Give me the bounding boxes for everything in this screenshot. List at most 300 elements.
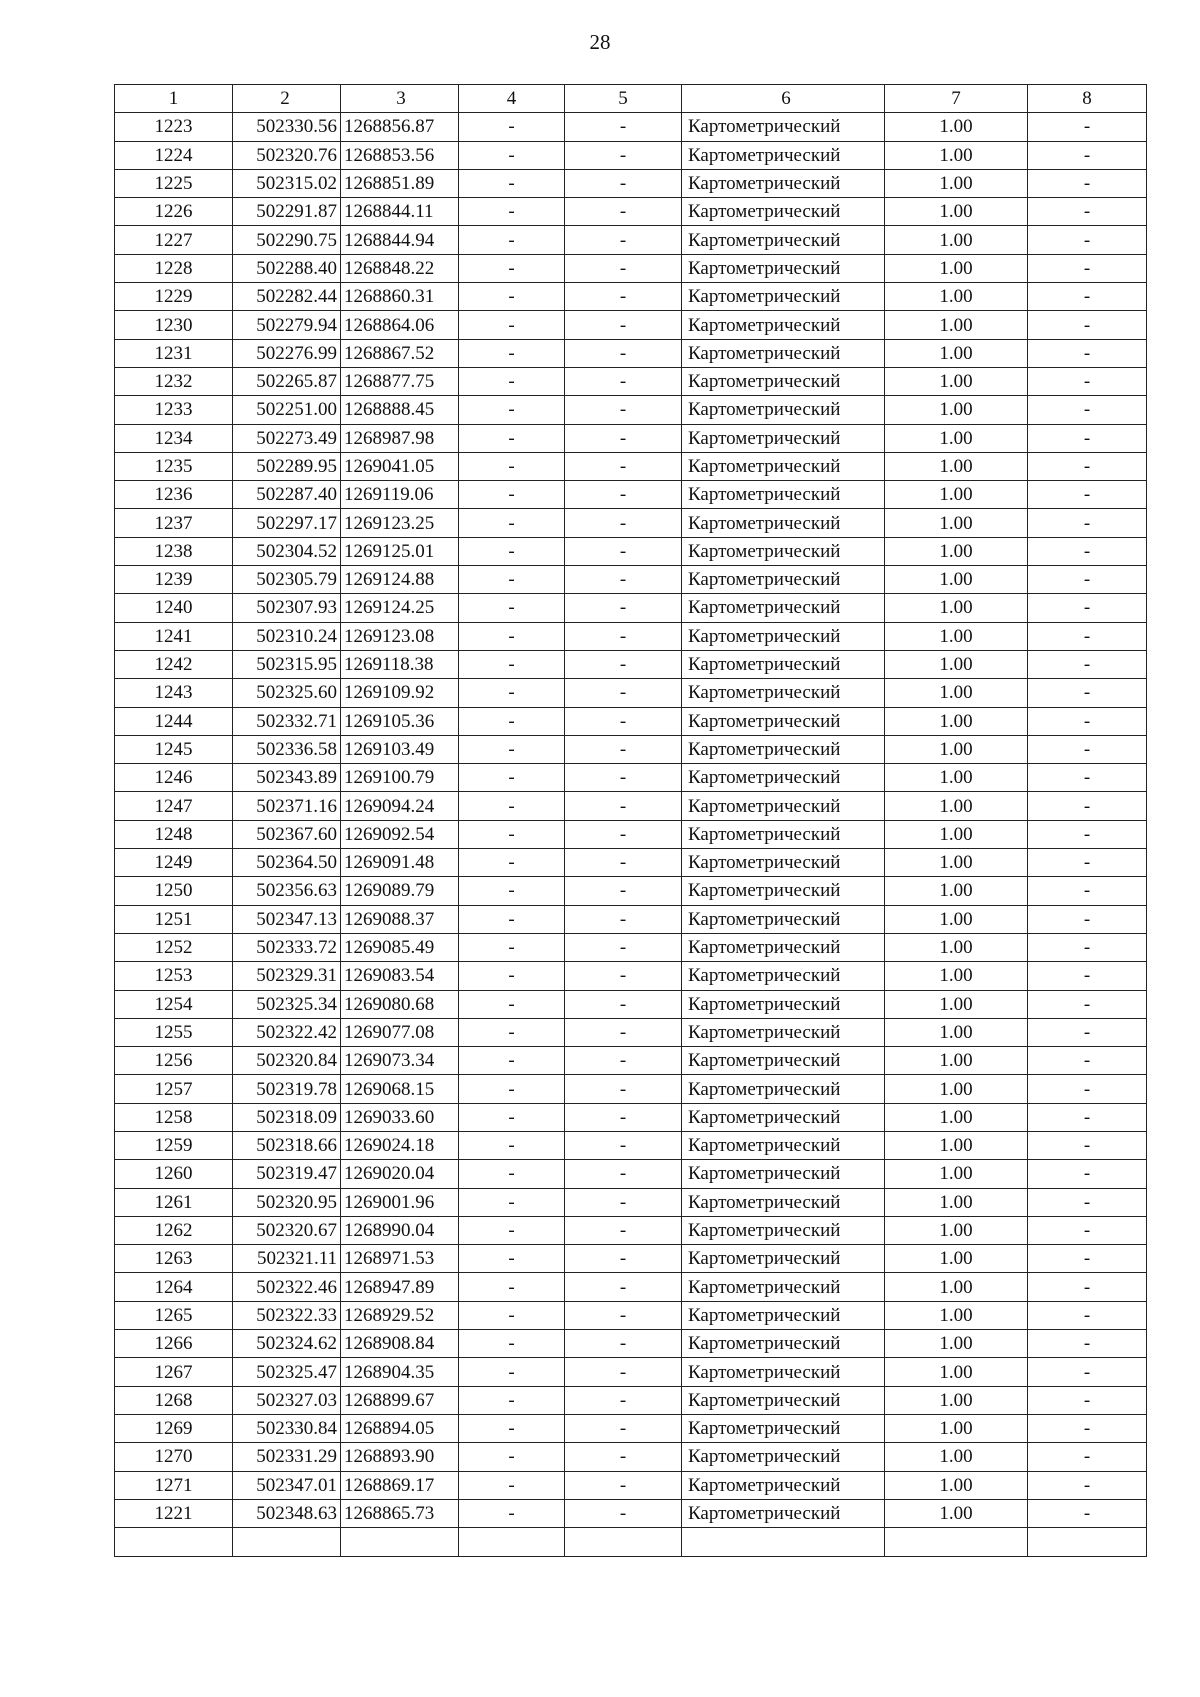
table-cell: 1269085.49 <box>341 933 459 961</box>
table-cell: Картометрический <box>682 1358 885 1386</box>
table-cell: Картометрический <box>682 679 885 707</box>
table-cell: 1268947.89 <box>341 1273 459 1301</box>
table-cell: 1269080.68 <box>341 990 459 1018</box>
column-header-8: 8 <box>1028 85 1147 113</box>
table-cell: 1.00 <box>885 396 1028 424</box>
table-cell: - <box>459 1499 565 1527</box>
table-cell: - <box>565 226 682 254</box>
table-cell: - <box>459 1273 565 1301</box>
table-cell: - <box>459 481 565 509</box>
column-header-4: 4 <box>459 85 565 113</box>
table-cell: - <box>1028 1047 1147 1075</box>
table-cell: 1247 <box>115 792 233 820</box>
table-cell: 1269125.01 <box>341 537 459 565</box>
table-cell: - <box>1028 169 1147 197</box>
table-cell: - <box>565 1131 682 1159</box>
column-header-6: 6 <box>682 85 885 113</box>
table-cell: Картометрический <box>682 707 885 735</box>
table-cell: 1243 <box>115 679 233 707</box>
table-cell: 1268908.84 <box>341 1330 459 1358</box>
table-cell: Картометрический <box>682 650 885 678</box>
table-cell: 502320.95 <box>233 1188 341 1216</box>
table-cell: - <box>565 424 682 452</box>
table-cell: - <box>1028 254 1147 282</box>
table-cell: - <box>459 1160 565 1188</box>
table-cell: Картометрический <box>682 198 885 226</box>
table-row <box>115 169 1147 197</box>
table-cell: - <box>459 339 565 367</box>
table-cell: - <box>1028 679 1147 707</box>
table-cell: 502319.47 <box>233 1160 341 1188</box>
table-row <box>115 254 1147 282</box>
table-row <box>115 1499 1147 1527</box>
table-cell: 1.00 <box>885 1330 1028 1358</box>
empty-cell <box>565 1528 682 1557</box>
table-cell: Картометрический <box>682 962 885 990</box>
table-cell: - <box>459 254 565 282</box>
table-cell: 1240 <box>115 594 233 622</box>
table-cell: 1.00 <box>885 339 1028 367</box>
table-cell: - <box>1028 1358 1147 1386</box>
table-row <box>115 1075 1147 1103</box>
table-cell: Картометрический <box>682 1443 885 1471</box>
table-cell: - <box>1028 283 1147 311</box>
table-cell: 502291.87 <box>233 198 341 226</box>
table-row <box>115 1188 1147 1216</box>
table-cell: - <box>459 933 565 961</box>
table-cell: - <box>459 566 565 594</box>
table-cell: - <box>459 707 565 735</box>
empty-table-row <box>115 1528 1147 1557</box>
table-cell: 502336.58 <box>233 735 341 763</box>
table-cell: 1257 <box>115 1075 233 1103</box>
table-cell: 1268860.31 <box>341 283 459 311</box>
table-cell: Картометрический <box>682 1471 885 1499</box>
table-cell: - <box>1028 367 1147 395</box>
column-header-1: 1 <box>115 85 233 113</box>
page-number: 28 <box>589 30 611 54</box>
table-cell: - <box>1028 933 1147 961</box>
table-cell: 1225 <box>115 169 233 197</box>
table-cell: 1266 <box>115 1330 233 1358</box>
table-cell: Картометрический <box>682 367 885 395</box>
table-row <box>115 113 1147 141</box>
table-cell: 1.00 <box>885 1471 1028 1499</box>
table-cell: - <box>1028 1414 1147 1442</box>
table-row <box>115 792 1147 820</box>
table-cell: Картометрический <box>682 424 885 452</box>
table-cell: 1.00 <box>885 1131 1028 1159</box>
table-cell: Картометрический <box>682 1160 885 1188</box>
table-row <box>115 481 1147 509</box>
table-cell: Картометрический <box>682 452 885 480</box>
table-cell: 1269 <box>115 1414 233 1442</box>
table-cell: 1269073.34 <box>341 1047 459 1075</box>
table-cell: - <box>565 537 682 565</box>
table-row <box>115 1358 1147 1386</box>
table-row <box>115 650 1147 678</box>
table-cell: - <box>1028 1443 1147 1471</box>
table-cell: 502321.11 <box>233 1245 341 1273</box>
table-cell: 502318.66 <box>233 1131 341 1159</box>
table-cell: - <box>459 1358 565 1386</box>
table-cell: - <box>1028 1160 1147 1188</box>
table-row <box>115 339 1147 367</box>
table-cell: - <box>459 424 565 452</box>
table-cell: Картометрический <box>682 1301 885 1329</box>
table-cell: 502331.29 <box>233 1443 341 1471</box>
table-cell: - <box>1028 311 1147 339</box>
table-cell: 1248 <box>115 820 233 848</box>
table-row <box>115 962 1147 990</box>
table-cell: 1268990.04 <box>341 1216 459 1244</box>
table-cell: - <box>1028 1471 1147 1499</box>
table-cell: - <box>1028 622 1147 650</box>
table-cell: 502329.31 <box>233 962 341 990</box>
table-cell: 1269089.79 <box>341 877 459 905</box>
table-cell: Картометрический <box>682 1188 885 1216</box>
table-cell: 1268 <box>115 1386 233 1414</box>
table-cell: - <box>1028 1330 1147 1358</box>
table-cell: Картометрический <box>682 1386 885 1414</box>
table-cell: 1.00 <box>885 566 1028 594</box>
table-row <box>115 1047 1147 1075</box>
table-cell: 502364.50 <box>233 849 341 877</box>
table-cell: 1.00 <box>885 877 1028 905</box>
table-cell: - <box>459 198 565 226</box>
table-cell: 1245 <box>115 735 233 763</box>
table-cell: 502330.84 <box>233 1414 341 1442</box>
table-cell: - <box>459 452 565 480</box>
table-cell: 1258 <box>115 1103 233 1131</box>
table-cell: 1227 <box>115 226 233 254</box>
table-cell: 1.00 <box>885 1414 1028 1442</box>
table-cell: 1.00 <box>885 1499 1028 1527</box>
table-cell: 1.00 <box>885 820 1028 848</box>
table-cell: - <box>1028 396 1147 424</box>
table-cell: - <box>565 962 682 990</box>
table-cell: 1241 <box>115 622 233 650</box>
table-cell: Картометрический <box>682 396 885 424</box>
table-cell: - <box>459 1216 565 1244</box>
table-cell: 1269077.08 <box>341 1018 459 1046</box>
table-cell: - <box>459 226 565 254</box>
table-row <box>115 905 1147 933</box>
table-row <box>115 283 1147 311</box>
table-row <box>115 764 1147 792</box>
table-row <box>115 1386 1147 1414</box>
table-cell: 1.00 <box>885 1047 1028 1075</box>
table-cell: 1231 <box>115 339 233 367</box>
table-cell: - <box>565 1245 682 1273</box>
table-cell: - <box>459 594 565 622</box>
table-cell: 1269094.24 <box>341 792 459 820</box>
table-cell: 1249 <box>115 849 233 877</box>
table-cell: - <box>459 1103 565 1131</box>
table-cell: 1244 <box>115 707 233 735</box>
table-cell: 502371.16 <box>233 792 341 820</box>
table-cell: 1.00 <box>885 113 1028 141</box>
table-cell: 502330.56 <box>233 113 341 141</box>
table-row <box>115 509 1147 537</box>
table-cell: - <box>565 990 682 1018</box>
table-cell: 1268864.06 <box>341 311 459 339</box>
empty-cell <box>459 1528 565 1557</box>
table-row <box>115 1018 1147 1046</box>
table-cell: - <box>565 509 682 537</box>
table-cell: Картометрический <box>682 1103 885 1131</box>
table-cell: 502327.03 <box>233 1386 341 1414</box>
table-cell: 1.00 <box>885 735 1028 763</box>
table-cell: - <box>459 1131 565 1159</box>
table-cell: Картометрический <box>682 820 885 848</box>
table-row <box>115 367 1147 395</box>
table-cell: 502276.99 <box>233 339 341 367</box>
table-cell: 1268848.22 <box>341 254 459 282</box>
table-cell: 502325.47 <box>233 1358 341 1386</box>
table-cell: 1.00 <box>885 537 1028 565</box>
table-cell: 1.00 <box>885 1216 1028 1244</box>
table-cell: 1.00 <box>885 849 1028 877</box>
table-cell: - <box>565 707 682 735</box>
table-cell: 1269123.08 <box>341 622 459 650</box>
table-cell: 1269123.25 <box>341 509 459 537</box>
table-cell: - <box>459 1075 565 1103</box>
table-cell: 502315.02 <box>233 169 341 197</box>
table-cell: - <box>459 1245 565 1273</box>
table-cell: 1236 <box>115 481 233 509</box>
table-cell: - <box>565 679 682 707</box>
table-cell: - <box>1028 481 1147 509</box>
table-cell: 1.00 <box>885 792 1028 820</box>
table-cell: Картометрический <box>682 169 885 197</box>
table-cell: 502297.17 <box>233 509 341 537</box>
table-cell: 1261 <box>115 1188 233 1216</box>
table-cell: 1269001.96 <box>341 1188 459 1216</box>
table-cell: - <box>1028 226 1147 254</box>
table-cell: Картометрический <box>682 566 885 594</box>
table-cell: - <box>565 1273 682 1301</box>
table-cell: 502347.01 <box>233 1471 341 1499</box>
table-cell: Картометрический <box>682 226 885 254</box>
table-cell: - <box>459 990 565 1018</box>
table-cell: 1269083.54 <box>341 962 459 990</box>
table-cell: - <box>565 1471 682 1499</box>
table-cell: - <box>565 1330 682 1358</box>
empty-cell <box>682 1528 885 1557</box>
table-cell: 1260 <box>115 1160 233 1188</box>
table-cell: - <box>459 1386 565 1414</box>
table-cell: 1255 <box>115 1018 233 1046</box>
table-cell: Картометрический <box>682 622 885 650</box>
table-cell: - <box>565 1386 682 1414</box>
table-cell: Картометрический <box>682 1499 885 1527</box>
table-cell: Картометрический <box>682 1330 885 1358</box>
table-cell: - <box>459 1018 565 1046</box>
table-cell: 1.00 <box>885 905 1028 933</box>
table-cell: 1268844.11 <box>341 198 459 226</box>
table-cell: 1.00 <box>885 283 1028 311</box>
table-cell: - <box>459 1443 565 1471</box>
table-cell: 1268899.67 <box>341 1386 459 1414</box>
table-cell: - <box>1028 1386 1147 1414</box>
table-cell: - <box>1028 1245 1147 1273</box>
table-cell: - <box>459 1471 565 1499</box>
table-cell: 502333.72 <box>233 933 341 961</box>
table-cell: 1235 <box>115 452 233 480</box>
table-cell: - <box>565 622 682 650</box>
table-cell: 1268877.75 <box>341 367 459 395</box>
table-cell: - <box>459 735 565 763</box>
table-cell: 1256 <box>115 1047 233 1075</box>
table-cell: Картометрический <box>682 1075 885 1103</box>
table-cell: 1.00 <box>885 990 1028 1018</box>
table-cell: 1233 <box>115 396 233 424</box>
coordinates-table <box>114 84 1147 1557</box>
table-cell: 1269092.54 <box>341 820 459 848</box>
table-cell: - <box>459 679 565 707</box>
table-cell: - <box>565 820 682 848</box>
table-cell: - <box>1028 198 1147 226</box>
table-cell: Картометрический <box>682 933 885 961</box>
table-cell: 1.00 <box>885 254 1028 282</box>
table-cell: 1223 <box>115 113 233 141</box>
table-cell: - <box>1028 509 1147 537</box>
table-cell: 1268894.05 <box>341 1414 459 1442</box>
table-row <box>115 849 1147 877</box>
table-row <box>115 1160 1147 1188</box>
table-cell: - <box>459 877 565 905</box>
table-cell: - <box>565 1358 682 1386</box>
table-cell: 1.00 <box>885 933 1028 961</box>
table-cell: Картометрический <box>682 311 885 339</box>
table-cell: 1265 <box>115 1301 233 1329</box>
table-cell: - <box>565 1047 682 1075</box>
table-cell: - <box>459 1047 565 1075</box>
table-cell: - <box>565 169 682 197</box>
table-cell: - <box>565 1499 682 1527</box>
table-cell: 502325.60 <box>233 679 341 707</box>
table-cell: 1.00 <box>885 1160 1028 1188</box>
table-cell: 1.00 <box>885 707 1028 735</box>
table-cell: Картометрический <box>682 764 885 792</box>
empty-cell <box>885 1528 1028 1557</box>
table-cell: - <box>1028 1103 1147 1131</box>
table-cell: - <box>565 481 682 509</box>
table-cell: Картометрический <box>682 339 885 367</box>
table-cell: - <box>565 1160 682 1188</box>
table-cell: 1268971.53 <box>341 1245 459 1273</box>
table-row <box>115 594 1147 622</box>
table-cell: 1254 <box>115 990 233 1018</box>
table-cell: - <box>459 1330 565 1358</box>
table-cell: 1269100.79 <box>341 764 459 792</box>
table-cell: Картометрический <box>682 594 885 622</box>
table-row <box>115 1273 1147 1301</box>
table-cell: 1.00 <box>885 1358 1028 1386</box>
table-cell: 502325.34 <box>233 990 341 1018</box>
table-cell: 1.00 <box>885 679 1028 707</box>
table-cell: Картометрический <box>682 1216 885 1244</box>
table-cell: - <box>459 113 565 141</box>
empty-cell <box>1028 1528 1147 1557</box>
table-cell: - <box>565 650 682 678</box>
table-row <box>115 452 1147 480</box>
table-cell: 1269103.49 <box>341 735 459 763</box>
table-cell: 502289.95 <box>233 452 341 480</box>
table-cell: 1.00 <box>885 1103 1028 1131</box>
table-cell: 1268987.98 <box>341 424 459 452</box>
empty-cell <box>341 1528 459 1557</box>
table-cell: 1.00 <box>885 1443 1028 1471</box>
table-cell: 1269020.04 <box>341 1160 459 1188</box>
table-cell: - <box>565 566 682 594</box>
table-cell: - <box>1028 339 1147 367</box>
table-cell: - <box>1028 962 1147 990</box>
table-cell: - <box>459 849 565 877</box>
table-cell: - <box>565 1075 682 1103</box>
table-cell: Картометрический <box>682 1047 885 1075</box>
table-cell: 1.00 <box>885 367 1028 395</box>
table-cell: 1268869.17 <box>341 1471 459 1499</box>
table-cell: 1.00 <box>885 1386 1028 1414</box>
table-cell: 1.00 <box>885 452 1028 480</box>
table-cell: 1238 <box>115 537 233 565</box>
table-cell: 1.00 <box>885 962 1028 990</box>
table-cell: - <box>565 792 682 820</box>
table-cell: 1251 <box>115 905 233 933</box>
table-cell: - <box>1028 764 1147 792</box>
table-cell: - <box>459 169 565 197</box>
table-cell: - <box>565 452 682 480</box>
column-header-2: 2 <box>233 85 341 113</box>
table-cell: 1224 <box>115 141 233 169</box>
table-cell: 1239 <box>115 566 233 594</box>
table-row <box>115 396 1147 424</box>
table-cell: - <box>565 1103 682 1131</box>
table-cell: Картометрический <box>682 141 885 169</box>
table-cell: 1.00 <box>885 424 1028 452</box>
table-cell: Картометрический <box>682 537 885 565</box>
table-body <box>115 113 1147 1557</box>
table-cell: Картометрический <box>682 254 885 282</box>
table-row <box>115 226 1147 254</box>
table-cell: - <box>1028 424 1147 452</box>
table-cell: - <box>565 254 682 282</box>
table-cell: 1253 <box>115 962 233 990</box>
table-cell: - <box>459 141 565 169</box>
table-cell: 1246 <box>115 764 233 792</box>
table-cell: 502290.75 <box>233 226 341 254</box>
table-cell: 1259 <box>115 1131 233 1159</box>
table-cell: 502343.89 <box>233 764 341 792</box>
table-cell: 1270 <box>115 1443 233 1471</box>
table-cell: - <box>1028 990 1147 1018</box>
table-cell: 502348.63 <box>233 1499 341 1527</box>
table-cell: - <box>1028 452 1147 480</box>
table-row <box>115 1330 1147 1358</box>
table-cell: - <box>1028 1131 1147 1159</box>
table-cell: - <box>459 622 565 650</box>
table-cell: 502265.87 <box>233 367 341 395</box>
table-cell: 1.00 <box>885 1301 1028 1329</box>
table-cell: 1.00 <box>885 198 1028 226</box>
table-cell: 1264 <box>115 1273 233 1301</box>
table-cell: - <box>1028 650 1147 678</box>
table-cell: 1268867.52 <box>341 339 459 367</box>
table-cell: - <box>565 905 682 933</box>
table-cell: 1271 <box>115 1471 233 1499</box>
